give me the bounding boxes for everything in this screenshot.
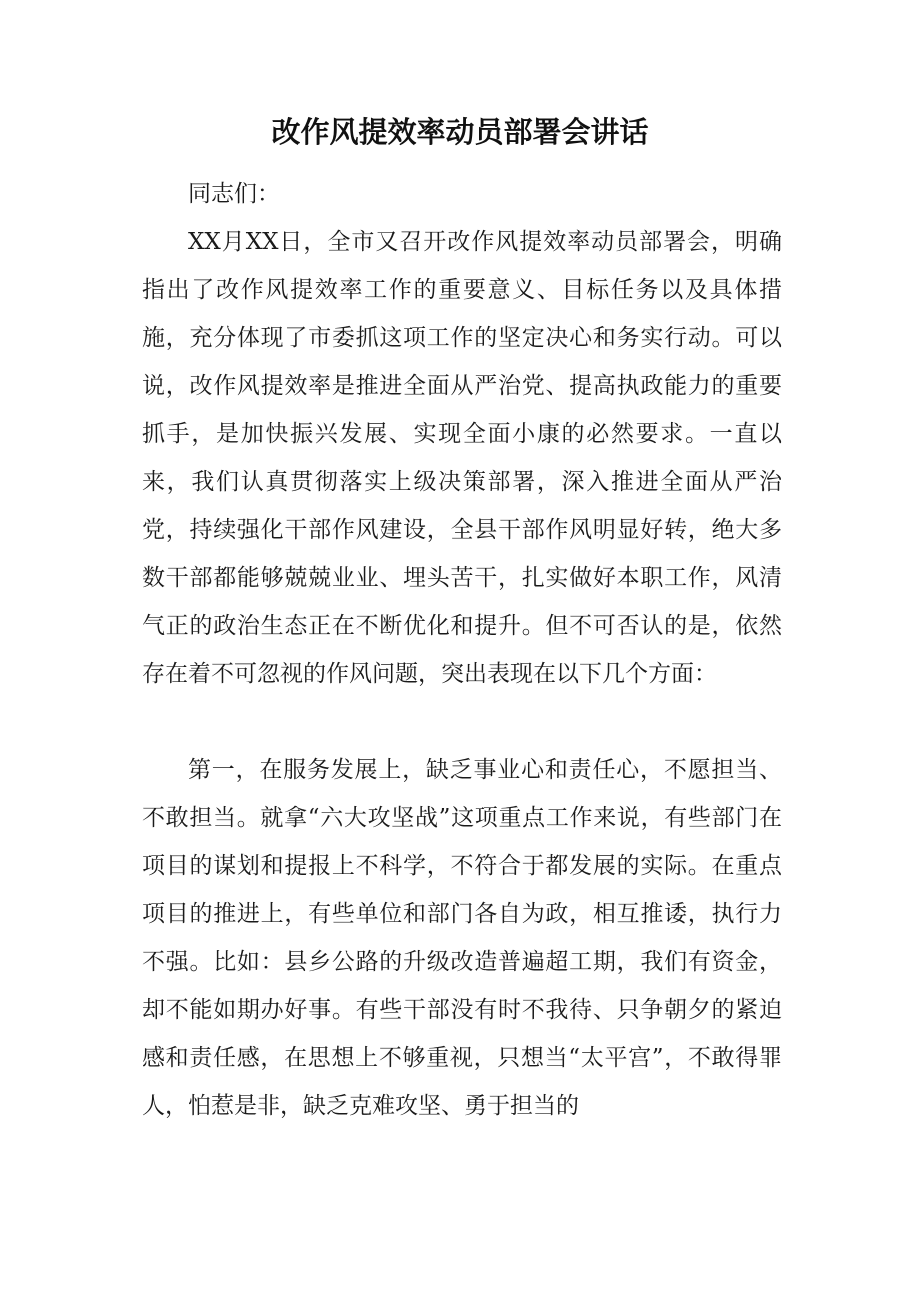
document-title: 改作风提效率动员部署会讲话	[271, 115, 649, 149]
salutation: 同志们：	[188, 181, 280, 207]
paragraph-gap	[142, 698, 782, 746]
paragraph-2: 第一，在服务发展上，缺乏事业心和责任心，不愿担当、不敢担当。就拿“六大攻坚战”这项重点工作来说，有些部门在项目的谋划和提报上不科学，不符合于都发展的实际。在重点项目的推进上，有些单位和部门各自为政，相互推诿，执行力不强。比如：县乡公路的升级改造普遍超工期，我们有资金，却不能如期办好事。有些干部没有时不我待、只争朝夕的紧迫感和责任感，在思想上不够重视，只想当“太平宫”，不敢得罪人，怕惹是非，缺乏克难攻坚、勇于担当的	[142, 757, 782, 1119]
document-body	[142, 170, 782, 1130]
paragraph-1: XX月XX日，全市又召开改作风提效率动员部署会，明确指出了改作风提效率工作的重要意义、目标任务以及具体措施，充分体现了市委抓这项工作的坚定决心和务实行动。可以说，改作风提效率是推进全面从严治党、提高执政能力的重要抓手，是加快振兴发展、实现全面小康的必然要求。一直以来，我们认真贯彻落实上级决策部署，深入推进全面从严治党，持续强化干部作风建设，全县干部作风明显好转，绝大多数干部都能够兢兢业业、埋头苦干，扎实做好本职工作，风清气正的政治生态正在不断优化和提升。但不可否认的是，依然存在着不可忽视的作风问题，突出表现在以下几个方面：	[142, 229, 782, 687]
